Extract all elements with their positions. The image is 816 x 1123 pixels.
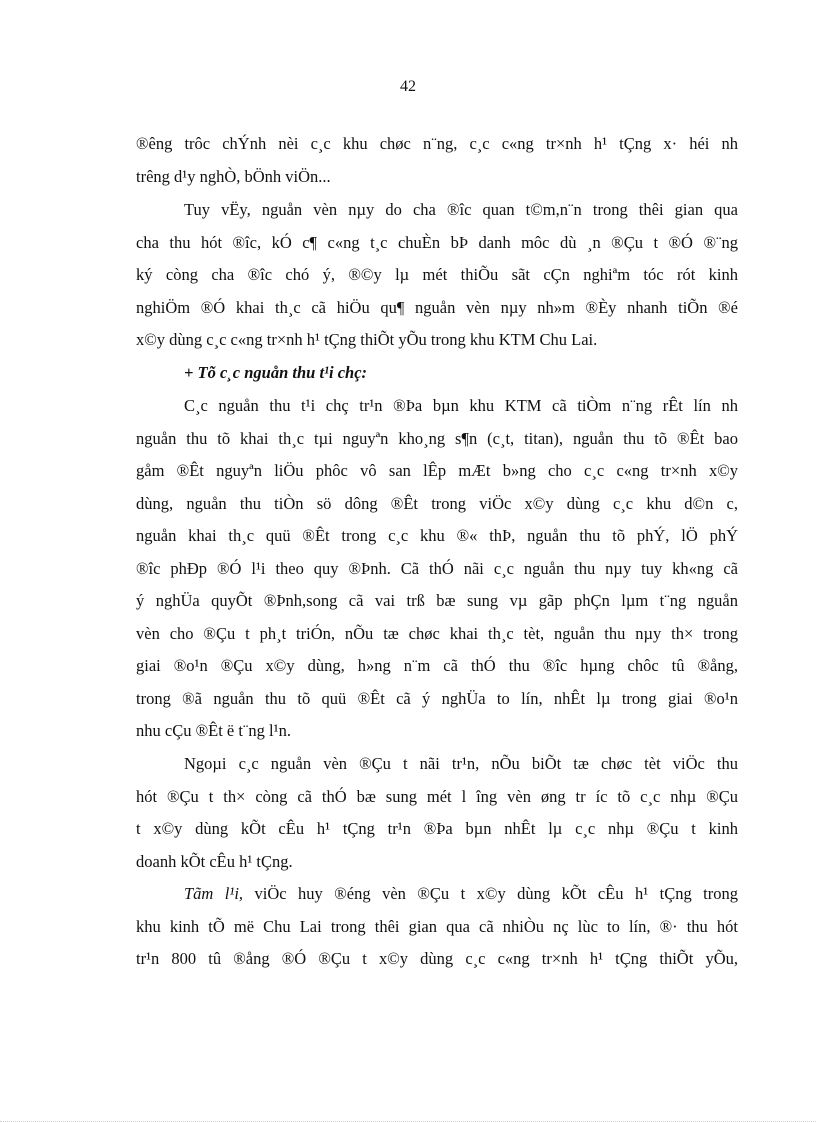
text-line: trong ®ã nguån thu tõ quü ®Êt cã ý nghÜa to lín, nhÊt lµ trong giai ®o¹n: [136, 689, 738, 708]
text-line: khu kinh tÕ më Chu Lai trong thêi gian qua cã nhiÒu nç lùc to lín, ®· thu hót: [136, 917, 738, 936]
text-line: ®îc phÐp ®Ó l¹i theo quy ®Þnh. Cã thÓ nãi c¸c nguån thu nµy tuy kh«ng cã: [136, 559, 738, 578]
text-line: trêng d¹y nghÒ, bÖnh viÖn...: [136, 167, 331, 186]
text-line: C¸c nguån thu t¹i chç tr¹n ®Þa bµn khu KTM cã tiÒm n¨ng rÊt lín nh: [184, 396, 738, 415]
text-line: giai ®o¹n ®Çu x©y dùng, h»ng n¨m cã thÓ thu ®îc hµng chôc tû ®ång,: [136, 656, 738, 675]
section-heading: + Tõ c¸c nguån thu t¹i chç:: [184, 363, 368, 382]
text-line: tr¹n 800 tû ®ång ®Ó ®Çu t x©y dùng c¸c c«ng tr×nh h¹ tÇng thiÕt yÕu,: [136, 949, 738, 968]
text-line: gåm ®Êt nguyªn liÖu phôc vô san lÊp mÆt b»ng cho c¸c c«ng tr×nh x©y: [136, 461, 738, 480]
text-line: x©y dùng c¸c c«ng tr×nh h¹ tÇng thiÕt yÕu trong khu KTM Chu Lai.: [136, 330, 598, 349]
text-line: ký còng cha ®îc chó ý, ®©y lµ mét thiÕu sãt cÇn nghiªm tóc rót kinh: [136, 265, 738, 284]
text-line: cha thu hót ®îc, kÓ c¶ c«ng t¸c chuÈn bÞ danh môc dù ¸n ®Çu t ®Ó ®¨ng: [136, 233, 738, 252]
text-line: Ngoµi c¸c nguån vèn ®Çu t nãi tr¹n, nÕu biÕt tæ chøc tèt viÖc thu: [184, 754, 738, 773]
text-line: t x©y dùng kÕt cÊu h¹ tÇng tr¹n ®Þa bµn nhÊt lµ c¸c nhµ ®Çu t kinh: [136, 819, 738, 838]
text-line: vèn cho ®Çu t ph¸t triÓn, nÕu tæ chøc khai th¸c tèt, nguån thu nµy th× trong: [136, 624, 738, 643]
text-line: doanh kÕt cÊu h¹ tÇng.: [136, 852, 293, 871]
text-line: ®êng trôc chÝnh nèi c¸c khu chøc n¨ng, c¸c c«ng tr×nh h¹ tÇng x· héi nh: [136, 134, 738, 153]
text-line: Tuy vËy, nguån vèn nµy do cha ®îc quan t©m,n¨n trong thêi gian qua: [184, 200, 738, 219]
text-line: nhu cÇu ®Êt ë t¨ng l¹n.: [136, 721, 291, 740]
page-number: 42: [400, 78, 416, 95]
text-line: nguån khai th¸c quü ®Êt trong c¸c khu ®« thÞ, nguån thu tõ phÝ, lÖ phÝ: [136, 526, 738, 545]
text-line: hót ®Çu t th× còng cã thÓ bæ sung mét l îng vèn øng tr íc tõ c¸c nhµ ®Çu: [136, 787, 738, 806]
text-line: ý nghÜa quyÕt ®Þnh,song cã vai trß bæ sung vµ gãp phÇn lµm t¨ng nguån: [136, 591, 738, 610]
text-line: dùng, nguån thu tiÒn sö dông ®Êt trong viÖc x©y dùng c¸c khu d©n c,: [136, 494, 738, 513]
italic-lead: Tãm l¹i,: [184, 884, 244, 903]
text-line: nghiÖm ®Ó khai th¸c cã hiÖu qu¶ nguån vèn nµy nh»m ®Èy nhanh tiÕn ®é: [136, 298, 738, 317]
text-run: viÖc huy ®éng vèn ®Çu t x©y dùng kÕt cÊu h¹ tÇng trong: [243, 884, 738, 903]
text-line: [184, 884, 738, 904]
page-bottom-rule: [0, 1121, 816, 1122]
text-line: nguån thu tõ khai th¸c tµi nguyªn kho¸ng s¶n (c¸t, titan), nguån thu tõ ®Êt bao: [136, 429, 738, 448]
